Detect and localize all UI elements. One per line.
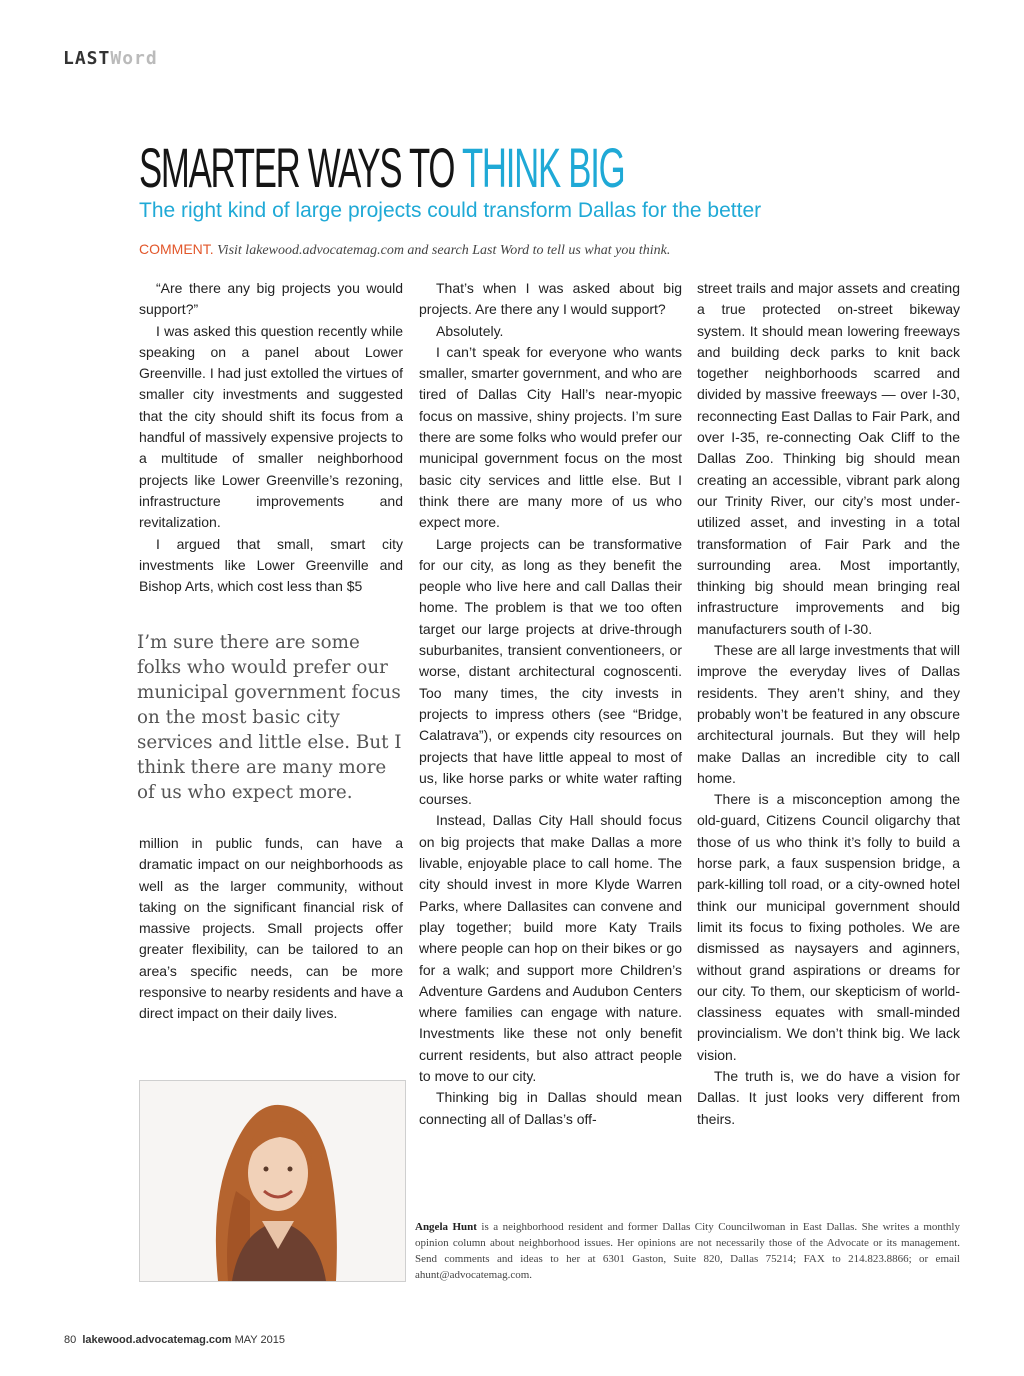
folio-issue: MAY 2015 <box>234 1334 285 1346</box>
headline: SMARTER WAYS TO THINK BIG <box>139 136 625 199</box>
section-tag: LASTWord <box>63 48 158 69</box>
paragraph: Instead, Dallas City Hall should focus on big projects that make Dallas a more livable, enjoyable place to call home. The city should invest in more Klyde Warren Parks, where Dallasites can convene and play together; build more Katy Trails where people can hop on their bikes or go for a walk; and support more Children’s Adventure Gardens and Audubon Centers where families can engage with nature. Investments like these not only benefit current residents, but also attract people to move to our city. <box>419 812 682 1084</box>
paragraph: Absolutely. <box>436 322 504 339</box>
paragraph: I can’t speak for everyone who wants smaller, smarter government, and who are tired of Dallas City Hall’s near-myopic focus on massive, shiny projects. I’m sure there are some folks who would prefer our municipal government focus on the most basic city services and little else. But I think there are many more of us who expect more. <box>419 343 682 531</box>
paragraph: These are all large investments that will improve the everyday lives of Dallas residents. They aren’t shiny, and they probably won’t be featured in any obscure architectural journals. But they will help make Dallas an incredible city to call home. <box>697 642 960 786</box>
deck-subtitle: The right kind of large projects could transform Dallas for the better <box>139 199 762 222</box>
paragraph: There is a misconception among the old-guard, Citizens Council oligarchy that those of us who think it’s folly to build a horse park, a faux suspension bridge, a park-killing toll road, or a city-owned hotel think our municipal government should limit its focus to fixing potholes. We are dismissed as naysayers and aginners, without grand aspirations or dreams for our city. To them, our skepticism of world-classiness equates with small-minded provincialism. We don’t think big. We lack vision. <box>697 791 960 1063</box>
folio <box>64 1334 285 1346</box>
author-photo <box>139 1080 406 1282</box>
column-3 <box>697 278 960 1130</box>
author-name: Angela Hunt <box>415 1221 477 1233</box>
author-bio: Angela Hunt is a neighborhood resident and former Dallas City Councilwoman in East Dallas. She writes a monthly opinion column about neighborhood issues. Her opinions are not necessarily those of the Advocate or its management. Send comments and ideas to her at 6301 Gaston, Suite 820, Dallas 75214; FAX to 214.823.8866; or email ahunt@advocatemag.com. <box>415 1221 960 1281</box>
paragraph: street trails and major assets and creating a true protected on-street bikeway system. It should mean lowering freeways and building deck parks to knit back together neighborhoods scarred and divided by massive freeways — over I-30, reconnecting East Dallas to Fair Park, and over I-35, re-connecting Oak Cliff to the Dallas Zoo. Thinking big should mean creating an accessible, vibrant park along our Trinity River, our city’s most under-utilized asset, and investing in a total transformation of Fair Park and the surrounding area. Most importantly, thinking big should mean bringing real infrastructure improvements and big manufacturers south of I-30. <box>697 280 960 637</box>
comment-line: COMMENT. Visit lakewood.advocatemag.com and search Last Word to tell us what you think. <box>139 241 671 258</box>
paragraph: Large projects can be transformative for our city, as long as they benefit the people who live here and call Dallas their home. The problem is that we too often target our large projects at drive-through suburbanites, transient conventioneers, or worse, distant architectural cognoscenti. Too many times, the city invests in projects to impress others (see “Bridge, Calatrava”), or expends city resources on projects that have little appeal to most of us, like horse parks or white water rafting courses. <box>419 535 682 808</box>
page-number: 80 <box>64 1334 77 1346</box>
paragraph: That’s when I was asked about big projects. Are there any I would support? <box>419 280 682 318</box>
column-1 <box>139 278 403 597</box>
paragraph: “Are there any big projects you would support?” <box>139 280 403 318</box>
paragraph: Thinking big in Dallas should mean connecting all of Dallas’s off- <box>419 1089 682 1127</box>
column-2 <box>419 278 682 1130</box>
paragraph: I argued that small, smart city investments like Lower Greenville and Bishop Arts, which cost less than $5 <box>139 535 403 595</box>
paragraph: million in public funds, can have a dramatic impact on our neighborhoods as well as the larger community, without taking on the significant financial risk of massive projects. Small projects offer greater flexibility, can be tailored to an area’s specific needs, can be more responsive to nearby residents and have a direct impact on their daily lives. <box>139 835 403 1022</box>
column-1-continued <box>139 833 403 1025</box>
paragraph: I was asked this question recently while speaking on a panel about Lower Greenville. I had just extolled the virtues of smaller city investments and suggested that the city should shift its focus from a handful of massively expensive projects to a multitude of smaller neighborhood projects like Lower Greenville’s rezoning, infrastructure improvements and revitalization. <box>139 322 403 531</box>
paragraph: The truth is, we do have a vision for Dallas. It just looks very different from theirs. <box>697 1067 960 1127</box>
folio-site: lakewood.advocatemag.com <box>82 1334 232 1346</box>
comment-label: COMMENT. <box>139 241 214 257</box>
pull-quote: I’m sure there are some folks who would prefer our municipal government focus on the most basic city services and little else. But I think there are many more of us who expect more. <box>137 632 402 803</box>
